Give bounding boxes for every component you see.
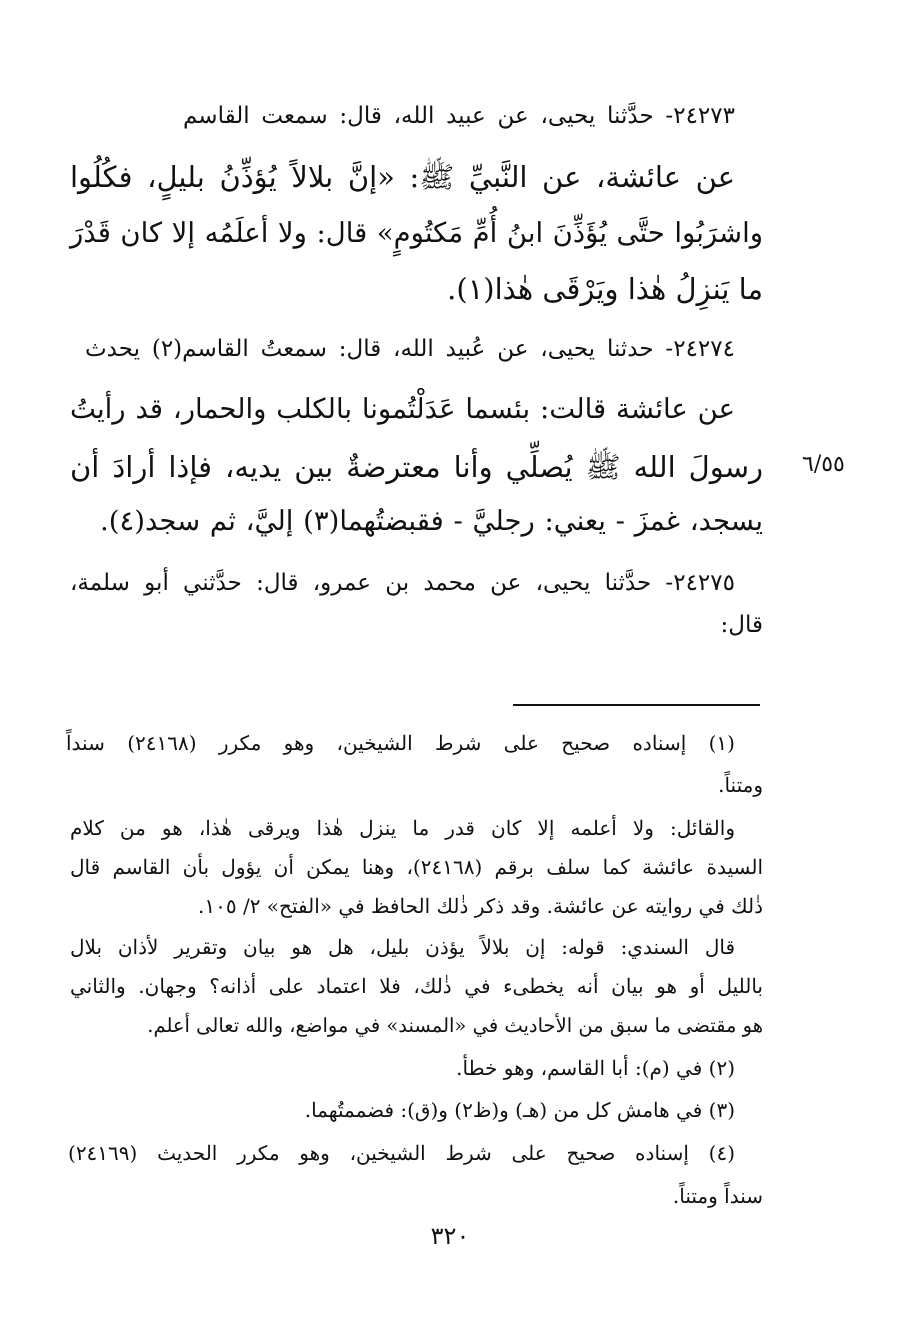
footnote-separator: [513, 704, 760, 706]
page-number: ٣٢٠: [430, 1222, 470, 1250]
footnote-2: (٢) في (م): أبا القاسم، وهو خطأ.: [456, 1056, 735, 1080]
hadith-24274-matn-line-1: عن عائشة قالت: بئسما عَدَلْتُمونا بالكلب والحمار، قد رأيتُ: [70, 393, 735, 425]
hadith-24274-matn-line-3: يسجد، غمزَ - يعني: رجليَّ - فقبضتُهما(٣) إليَّ، ثم سجد(٤).: [100, 505, 763, 537]
footnote-1-line-6: قال السندي: قوله: إن بلالاً يؤذن بليل، هل هو بيان وتقرير لأذان بلال: [70, 935, 735, 959]
hadith-24275-chain: ٢٤٢٧٥- حدَّثنا يحيى، عن محمد بن عمرو، قال: حدَّثني أبو سلمة،: [70, 570, 735, 596]
footnote-4-line-2: سنداً ومتناً.: [672, 1184, 763, 1208]
footnote-1-line-4: السيدة عائشة كما سلف برقم (٢٤١٦٨)، وهنا يمكن أن يؤول بأن القاسم قال: [70, 855, 764, 879]
hadith-24273-matn-line-3: ما يَنزِلُ هٰذا ويَرْقَى هٰذا(١).: [447, 272, 763, 306]
footnote-1-line-3: والقائل: ولا أعلمه إلا كان قدر ما ينزل هٰذا ويرقى هٰذا، هو من كلام: [70, 816, 735, 840]
footnote-3: (٣) في هامش كل من (هـ) و(ظ٢) و(ق): فضممتُهما.: [304, 1098, 735, 1122]
footnote-4-line-1: (٤) إسناده صحيح على شرط الشيخين، وهو مكرر الحديث (٢٤١٦٩): [68, 1141, 735, 1165]
hadith-24275-chain-continuation: قال:: [720, 612, 763, 638]
hadith-24274-matn-line-2: رسولَ الله ﷺ يُصلِّي وأنا معترضةٌ بين يديه، فإذا أرادَ أن: [70, 450, 763, 484]
footnote-1-line-8: هو مقتضى ما سبق من الأحاديث في «المسند» في مواضع، والله تعالى أعلم.: [147, 1014, 763, 1037]
footnote-1-line-1: (١) إسناده صحيح على شرط الشيخين، وهو مكرر (٢٤١٦٨) سنداً: [66, 731, 735, 755]
hadith-24273-matn-line-1: عن عائشة، عن النَّبيِّ ﷺ: «إنَّ بلالاً يُؤذِّنُ بليلٍ، فكُلُوا: [70, 160, 735, 194]
footnote-1-line-5: ذٰلك في روايته عن عائشة. وقد ذكر ذٰلك الحافظ في «الفتح» ٢/ ١٠٥.: [198, 894, 763, 918]
footnote-1-line-2: ومتناً.: [718, 773, 763, 797]
footnote-1-line-7: بالليل أو هو بيان أنه يخطىء في ذٰلك، فلا اعتماد على أذانه؟ وجهان. والثاني: [70, 974, 763, 998]
hadith-24274-chain: ٢٤٢٧٤- حدثنا يحيى، عن عُبيد الله، قال: سمعتُ القاسم(٢) يحدث: [85, 336, 735, 362]
hadith-24273-chain: ٢٤٢٧٣- حدَّثنا يحيى، عن عبيد الله، قال: سمعت القاسم: [183, 103, 735, 129]
margin-volume-page-reference: ٦/٥٥: [802, 452, 845, 477]
hadith-24273-matn-line-2: واشرَبُوا حتَّى يُؤَذِّنَ ابنُ أُمِّ مَكتُومٍ» قال: ولا أعلَمُه إلا كان قَدْرَ: [70, 217, 763, 249]
